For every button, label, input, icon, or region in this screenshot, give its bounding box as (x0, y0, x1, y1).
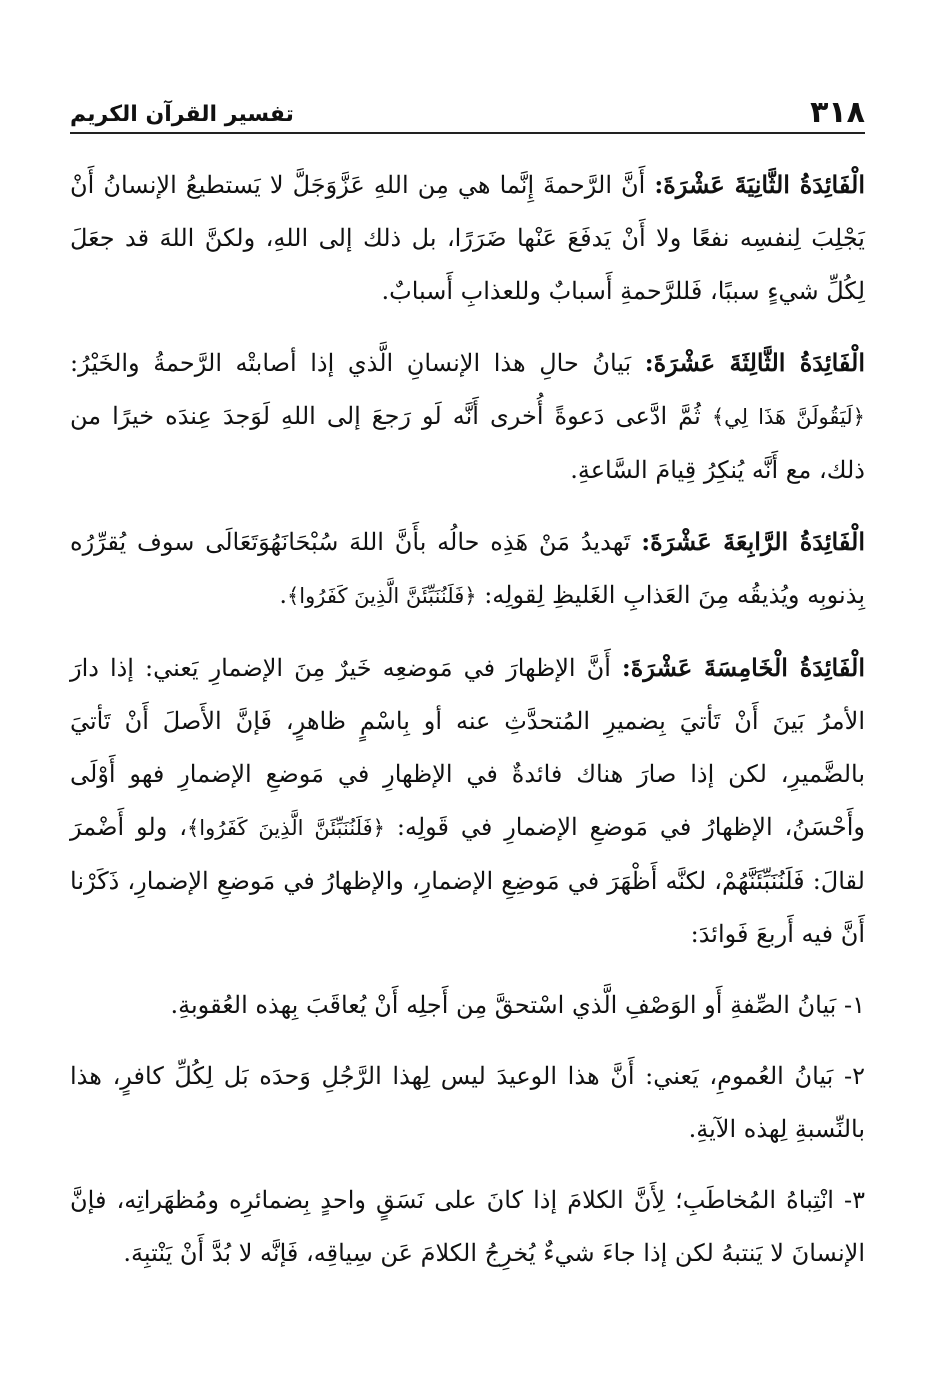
paragraph-text-continued: ، ولو أَضْمرَ لقالَ: فَلَنُنَبِّئَنَّهُمْ، لكنَّه أَظْهَرَ في مَوضِعِ الإضمارِ، والإظهارُ في مَوضعِ الإضمارِ، ذَكَرْنا أَنَّ فيه أَربعَ فَوائدَ: (70, 813, 865, 948)
list-item-text: ٢- بَيانُ العُمومِ، يَعني: أَنَّ هذا الوعيدَ ليس لِهذا الرَّجُلِ وَحدَه بَل لِكُلِّ كافرٍ، هذا بالنِّسبةِ لِهذه الآيةِ. (70, 1062, 865, 1143)
benefit-heading: الْفَائِدَةُ الْخَامِسَةَ عَشْرَةَ: (621, 653, 865, 682)
quran-quote: ﴿فَلَنُنَبِّئَنَّ الَّذِينَ كَفَرُوا﴾ (186, 816, 385, 840)
paragraph-text-continued: ثُمَّ ادَّعى دَعوةً أُخرى أَنَّه لَو رَجعَ إلى اللهِ لَوَجدَ عِندَه خيرًا من ذلك، مع أَنَّه يُنكِرُ قِيامَ السَّاعةِ. (70, 402, 865, 484)
paragraph-benefit-14 (70, 515, 865, 623)
benefit-heading: الْفَائِدَةُ الثَّالِثَةَ عَشْرَةَ: (644, 348, 866, 377)
list-item-text: ١- بَيانُ الصِّفةِ أَو الوَصْفِ الَّذي اسْتحقَّ مِن أَجلِه أَنْ يُعاقَبَ بِهذه العُقوبةِ. (170, 991, 865, 1019)
list-item-3 (70, 1174, 865, 1280)
benefit-heading: الْفَائِدَةُ الثَّانِيَةَ عَشْرَةَ: (654, 170, 865, 199)
paragraph-text: أَنَّ الرَّحمةَ إِنَّما هي مِن اللهِ عَزَّوَجَلَّ لا يَستطيعُ الإنسانُ أَنْ يَجْلِبَ لِنفسِه نفعًا ولا أَنْ يَدفَعَ عَنْها ضَرَرًا، بل ذلك إلى اللهِ، ولكنَّ اللهَ قد جعَلَ لِكُلِّ شيءٍ سببًا، فَللرَّحمةِ أَسبابٌ وللعذابِ أَسبابٌ. (70, 171, 865, 305)
book-page (70, 84, 865, 1298)
paragraph-benefit-13 (70, 336, 865, 497)
page-body (70, 158, 865, 1280)
quran-quote: ﴿لَيَقُولَنَّ هَذَا لِي﴾ (711, 405, 865, 429)
page-header (70, 84, 865, 134)
list-item-1 (70, 979, 865, 1032)
paragraph-text: أَنَّ الإظهارَ في مَوضعِه خَيرٌ مِنَ الإضمارِ يَعني: إذا دارَ الأمرُ بَينَ أَنْ تَأتيَ بِضميرِ المُتحدَّثِ عنه أو بِاسْمٍ ظاهرٍ، فَإنَّ الأَصلَ أَنْ تَأتيَ بالضَّميرِ، لكن إذا صارَ هناك فائدةٌ في الإظهارِ في مَوضعِ الإضمارِ فهو أَوْلَى وأَحْسَنُ، الإظهارُ في مَوضعِ الإضمارِ في قَولِه: (70, 654, 866, 841)
paragraph-benefit-15 (70, 641, 865, 961)
book-title: تفسير القرآن الكريم (70, 102, 294, 127)
quran-quote: ﴿فَلَنُنَبِّئَنَّ الَّذِينَ كَفَرُوا﴾ (287, 584, 477, 608)
list-item-text: ٣- انْتِباهُ المُخاطَبِ؛ لِأَنَّ الكلامَ إذا كانَ على نَسَقٍ واحدٍ بِضمائرِه ومُظهَراتِه، فإنَّ الإنسانَ لا يَنتبهُ لكن إذا جاءَ شيءٌ يُخرِجُ الكلامَ عَن سِياقِه، فَإنَّه لا بُدَّ أَنْ يَنْتبِهَ. (70, 1186, 865, 1267)
paragraph-text-continued: . (279, 581, 287, 609)
paragraph-text: بَيانُ حالِ هذا الإنسانِ الَّذي إذا أصابتْه الرَّحمةُ والخَيْرُ: (70, 349, 632, 377)
list-item-2 (70, 1050, 865, 1156)
paragraph-text: تَهديدُ مَنْ هَذِه حالُه بأَنَّ اللهَ سُبْحَانَهُوَتَعَالَى سوف يُقرِّرُه بِذنوبِه ويُذيقُه مِنَ العَذابِ الغَليظِ لِقولِه: (70, 528, 865, 609)
benefit-heading: الْفَائِدَةُ الرَّابِعَةَ عَشْرَةَ: (641, 527, 865, 556)
paragraph-benefit-12 (70, 158, 865, 318)
page-number: ٣١٨ (810, 95, 865, 130)
